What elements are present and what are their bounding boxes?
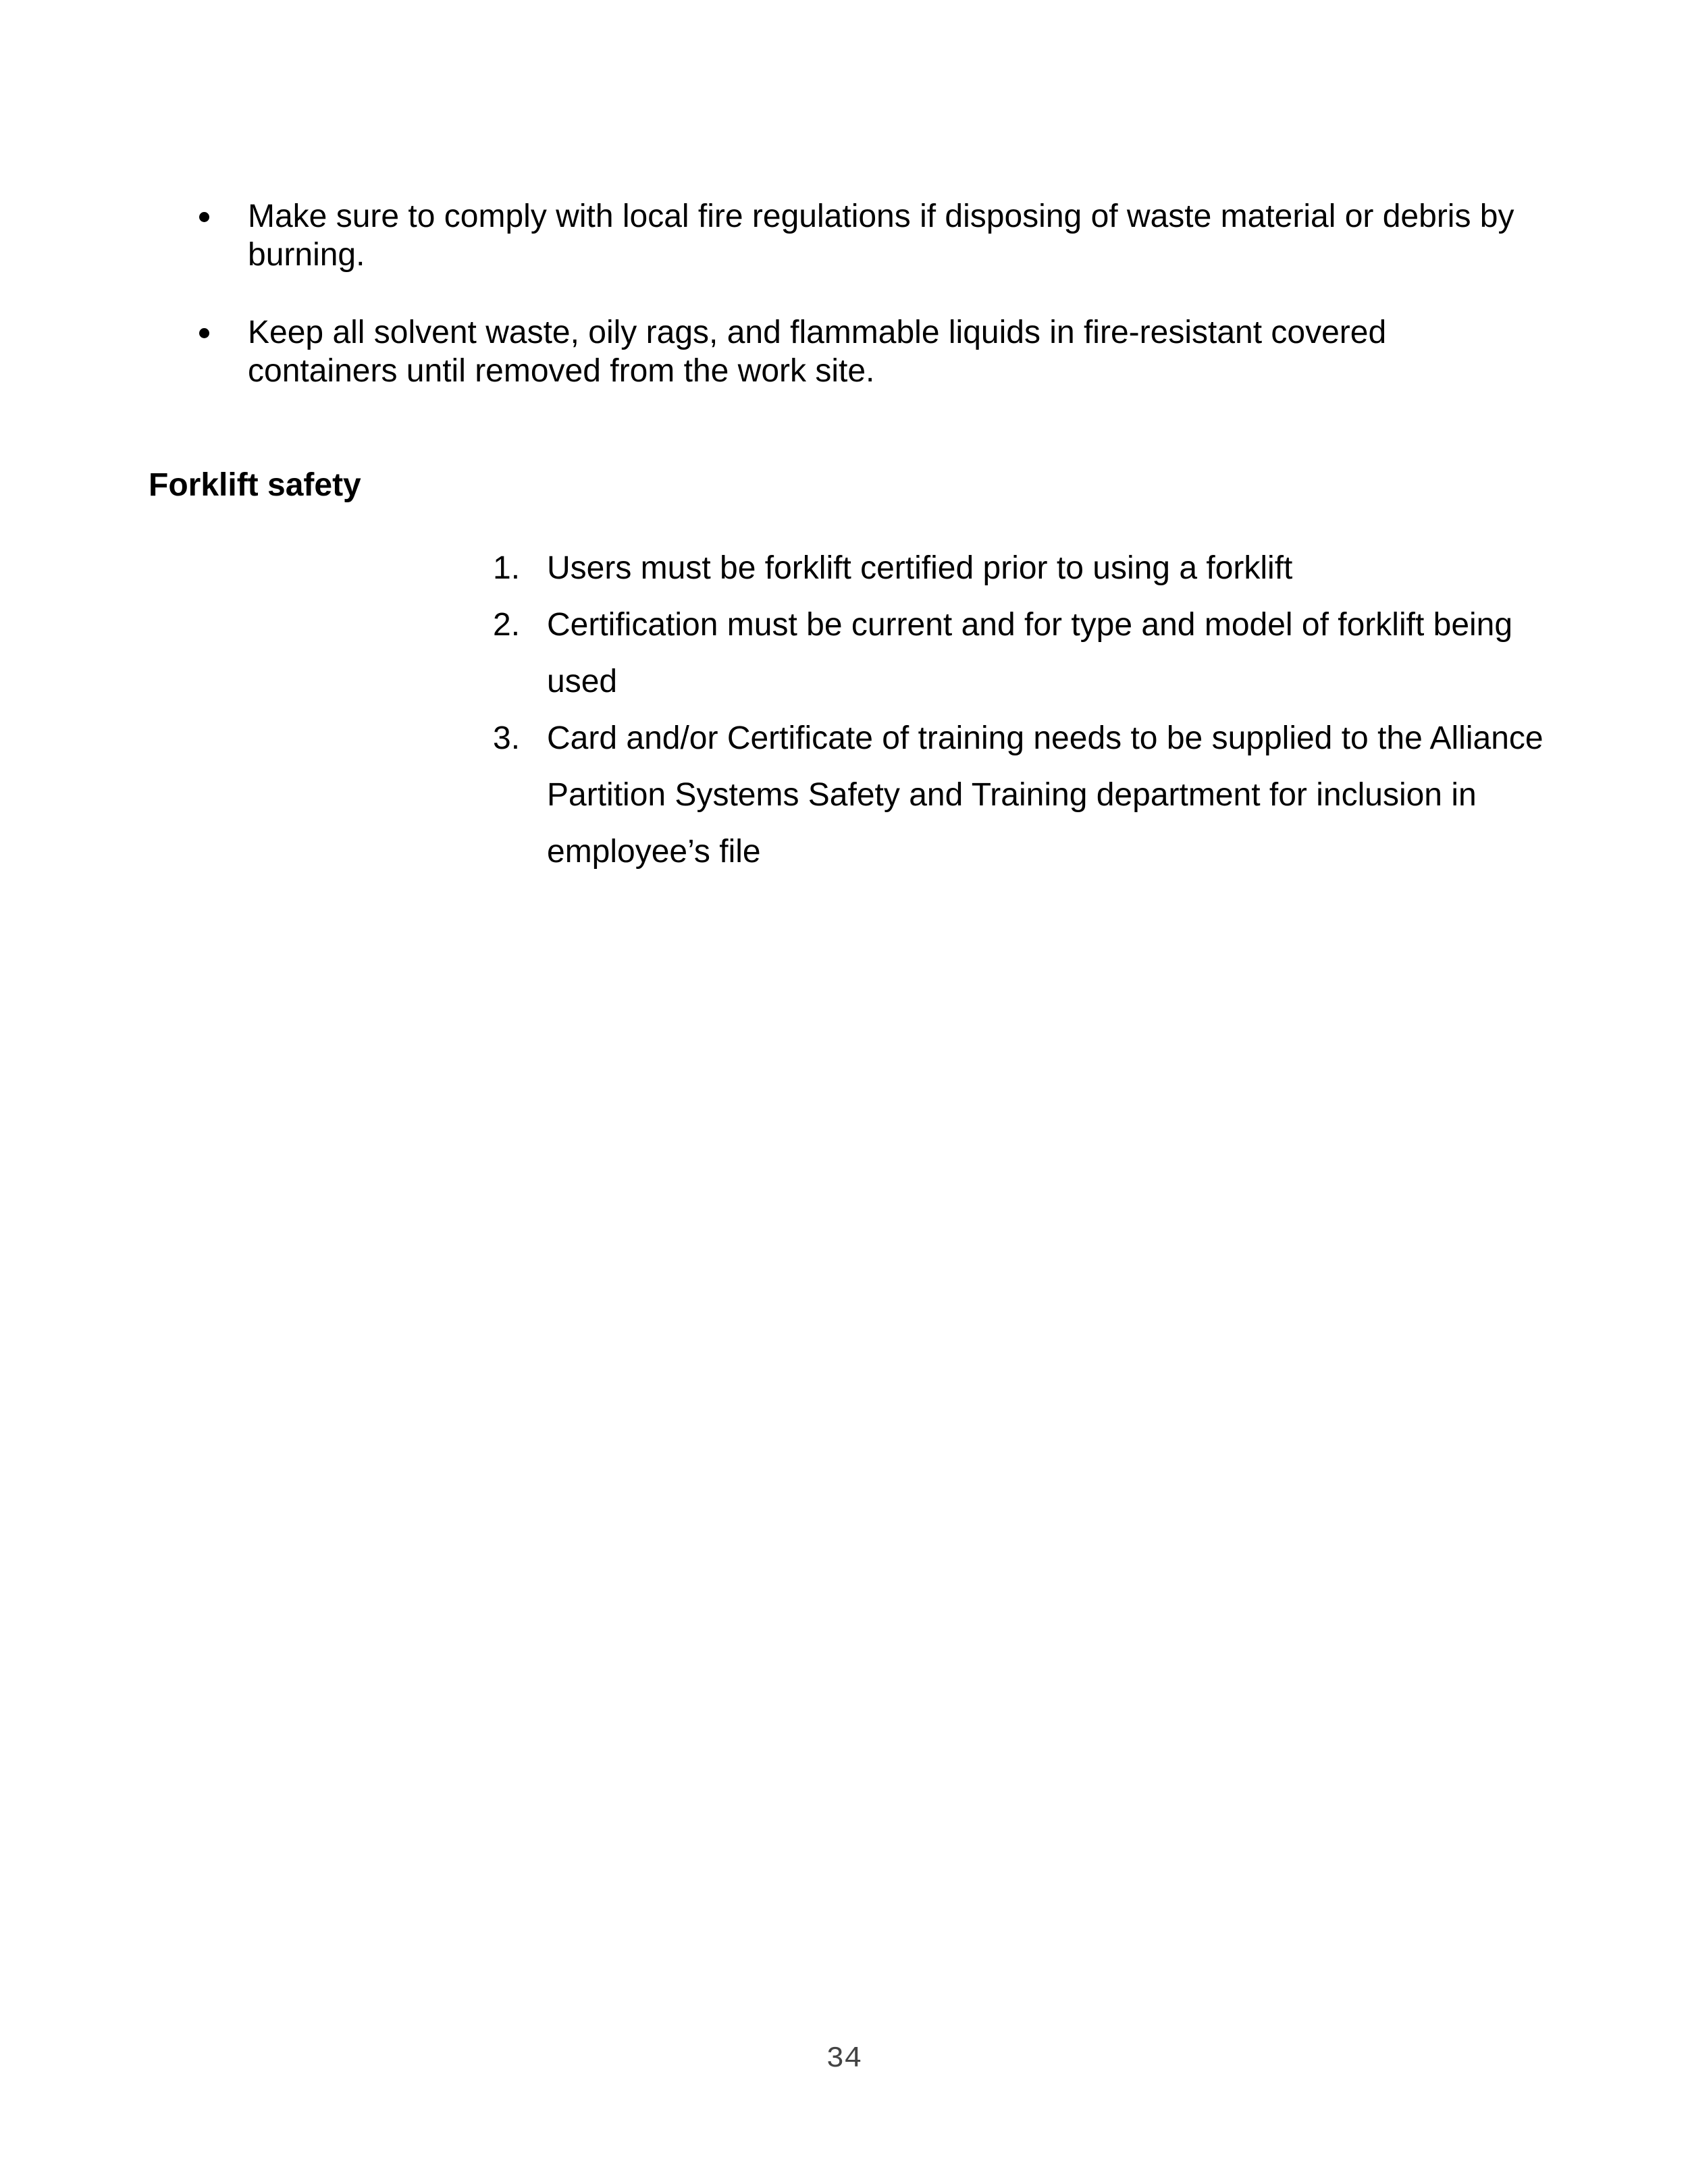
numbered-item — [493, 597, 1546, 710]
item-number: 2. — [493, 607, 521, 643]
fire-safety-bullet-list — [192, 197, 1543, 429]
item-text: Card and/or Certificate of training needs to be supplied to the Alliance Partition Systems Safety and Training department for inclusion in employee’s file — [547, 720, 1544, 870]
numbered-item — [493, 710, 1546, 880]
item-number: 3. — [493, 720, 521, 756]
item-number: 1. — [493, 550, 521, 586]
bullet-dot-icon — [199, 212, 209, 222]
item-text: Users must be forklift certified prior to using a forklift — [547, 550, 1293, 586]
bullet-item — [192, 313, 1543, 390]
item-text: Certification must be current and for type and model of forklift being used — [547, 607, 1513, 699]
bullet-dot-icon — [199, 328, 209, 338]
forklift-safety-numbered-list — [493, 540, 1546, 880]
page-number: 34 — [826, 2042, 862, 2076]
bullet-item — [192, 197, 1543, 274]
bullet-text: Keep all solvent waste, oily rags, and flammable liquids in fire-resistant covered containers until removed from the work site. — [248, 315, 1387, 389]
bullet-text: Make sure to comply with local fire regulations if disposing of waste material or debris by burning. — [248, 198, 1514, 273]
numbered-item — [493, 540, 1546, 597]
section-heading: Forklift safety — [149, 467, 361, 503]
